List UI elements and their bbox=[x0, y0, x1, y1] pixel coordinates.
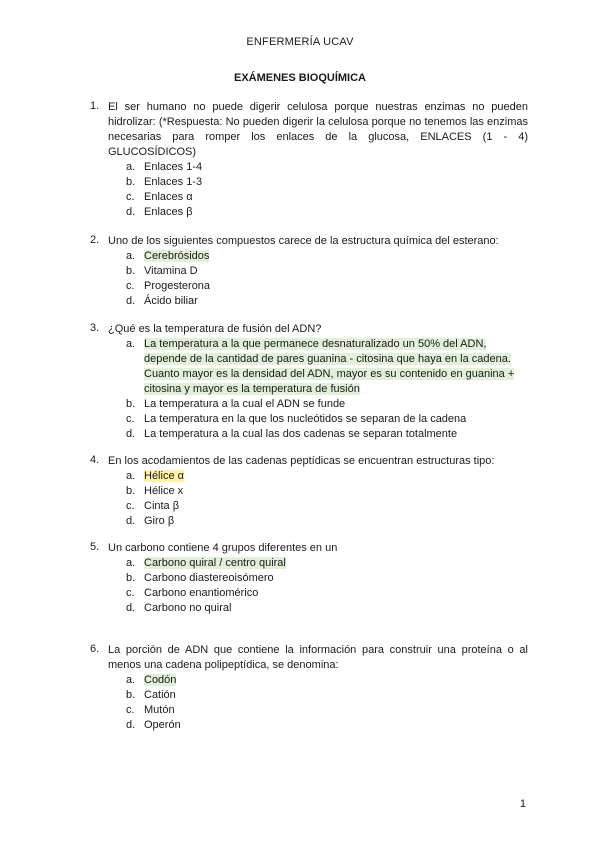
options-list bbox=[126, 249, 528, 309]
option-letter: b. bbox=[126, 398, 136, 410]
option-letter: d. bbox=[126, 206, 136, 218]
option-d bbox=[126, 514, 528, 529]
option-text-highlighted: Carbono quiral / centro quiral bbox=[144, 557, 286, 569]
page-number: 1 bbox=[519, 798, 526, 810]
option-d bbox=[126, 718, 528, 733]
option-letter: a. bbox=[126, 338, 136, 350]
option-letter: c. bbox=[126, 587, 135, 599]
option-b bbox=[126, 397, 528, 412]
option-letter: b. bbox=[126, 176, 136, 188]
option-d bbox=[126, 427, 528, 442]
question-number: 6. bbox=[90, 643, 100, 655]
option-b bbox=[126, 175, 528, 190]
option-d bbox=[126, 601, 528, 616]
option-text: Carbono diastereoisómero bbox=[144, 572, 274, 584]
option-letter: a. bbox=[126, 557, 136, 569]
option-letter: a. bbox=[126, 470, 136, 482]
options-list bbox=[126, 673, 528, 733]
option-d bbox=[126, 205, 528, 220]
option-b bbox=[126, 571, 528, 586]
option-text: Mutón bbox=[144, 704, 175, 716]
option-text: Progesterona bbox=[144, 280, 211, 292]
option-text-line: La temperatura a la que permanece desnaturalizado un 50% del ADN, bbox=[144, 338, 487, 350]
option-text: Vitamina D bbox=[144, 265, 198, 277]
option-text: Giro β bbox=[144, 515, 175, 527]
document-title: EXÁMENES BIOQUÍMICA bbox=[233, 72, 366, 84]
question-4 bbox=[90, 454, 528, 529]
option-letter: b. bbox=[126, 265, 136, 277]
question-stem: La porción de ADN que contiene la información para construir una proteína o al menos una cadena polipeptídica, se denomina: bbox=[108, 644, 528, 671]
question-number: 5. bbox=[90, 541, 100, 553]
question-6 bbox=[90, 643, 528, 733]
question-number: 1. bbox=[90, 100, 100, 112]
option-letter: d. bbox=[126, 719, 136, 731]
option-text: Enlaces β bbox=[144, 206, 193, 218]
options-list bbox=[126, 469, 528, 529]
option-text: Enlaces 1-4 bbox=[144, 161, 203, 173]
option-letter: c. bbox=[126, 191, 135, 203]
option-text: Carbono no quiral bbox=[144, 602, 232, 614]
option-c bbox=[126, 412, 528, 427]
option-text: Hélice x bbox=[144, 485, 184, 497]
question-1 bbox=[90, 100, 528, 220]
option-text: Carbono enantiomérico bbox=[144, 587, 259, 599]
options-list bbox=[126, 556, 528, 616]
page-header: ENFERMERÍA UCAV bbox=[246, 36, 354, 48]
option-text: La temperatura a la cual el ADN se funde bbox=[144, 398, 346, 410]
option-letter: d. bbox=[126, 428, 136, 440]
option-text: La temperatura a la cual las dos cadenas se separan totalmente bbox=[144, 428, 458, 440]
question-5 bbox=[90, 541, 528, 616]
question-stem: Un carbono contiene 4 grupos diferentes en un bbox=[108, 542, 338, 554]
question-number: 4. bbox=[90, 454, 100, 466]
option-letter: c. bbox=[126, 704, 135, 716]
question-3 bbox=[90, 322, 528, 442]
options-list bbox=[126, 337, 528, 442]
option-letter: c. bbox=[126, 500, 135, 512]
option-d bbox=[126, 294, 528, 309]
question-stem: Uno de los siguientes compuestos carece de la estructura química del esterano: bbox=[108, 235, 499, 247]
option-text-highlighted: Codón bbox=[144, 674, 177, 686]
question-number: 2. bbox=[90, 234, 100, 246]
option-text: Cinta β bbox=[144, 500, 180, 512]
option-letter: a. bbox=[126, 250, 136, 262]
option-c bbox=[126, 703, 528, 718]
question-number: 3. bbox=[90, 322, 100, 334]
option-a bbox=[126, 337, 528, 397]
option-letter: a. bbox=[126, 161, 136, 173]
option-text-line: depende de la cantidad de pares guanina - citosina que haya en la cadena. bbox=[144, 353, 511, 365]
question-stem: En los acodamientos de las cadenas peptídicas se encuentran estructuras tipo: bbox=[108, 455, 495, 467]
option-text-highlighted: Cerebrósidos bbox=[144, 250, 210, 262]
option-letter: d. bbox=[126, 295, 136, 307]
option-a bbox=[126, 249, 528, 264]
option-letter: c. bbox=[126, 413, 135, 425]
option-a bbox=[126, 469, 528, 484]
option-b bbox=[126, 688, 528, 703]
option-c bbox=[126, 586, 528, 601]
option-b bbox=[126, 264, 528, 279]
option-text: Enlaces α bbox=[144, 191, 193, 203]
option-text: Operón bbox=[144, 719, 181, 731]
option-letter: b. bbox=[126, 485, 136, 497]
option-letter: c. bbox=[126, 280, 135, 292]
option-letter: d. bbox=[126, 602, 136, 614]
option-c bbox=[126, 499, 528, 514]
option-a bbox=[126, 160, 528, 175]
option-letter: a. bbox=[126, 674, 136, 686]
option-text: Ácido biliar bbox=[144, 295, 198, 307]
option-text-line: Cuanto mayor es la densidad del ADN, mayor es su contenido en guanina + bbox=[144, 368, 515, 380]
option-text-highlighted: Hélice α bbox=[144, 470, 184, 482]
question-stem: El ser humano no puede digerir celulosa porque nuestras enzimas no pueden hidrolizar: (*Respuesta: No pueden digerir la celulosa porque no tenemos las enzimas necesarias para romper los enlaces de la glucosa, ENLACES (1 - 4) GLUCOSÍDICOS) bbox=[108, 101, 528, 158]
option-a bbox=[126, 556, 528, 571]
option-a bbox=[126, 673, 528, 688]
option-text-line: citosina y mayor es la temperatura de fusión bbox=[144, 383, 360, 395]
options-list bbox=[126, 160, 528, 220]
option-c bbox=[126, 190, 528, 205]
question-2 bbox=[90, 234, 528, 309]
option-c bbox=[126, 279, 528, 294]
option-letter: d. bbox=[126, 515, 136, 527]
question-stem: ¿Qué es la temperatura de fusión del ADN? bbox=[108, 323, 322, 335]
option-letter: b. bbox=[126, 689, 136, 701]
option-text: Catión bbox=[144, 689, 176, 701]
option-text: Enlaces 1-3 bbox=[144, 176, 203, 188]
option-letter: b. bbox=[126, 572, 136, 584]
option-b bbox=[126, 484, 528, 499]
option-text: La temperatura en la que los nucleótidos se separan de la cadena bbox=[144, 413, 467, 425]
